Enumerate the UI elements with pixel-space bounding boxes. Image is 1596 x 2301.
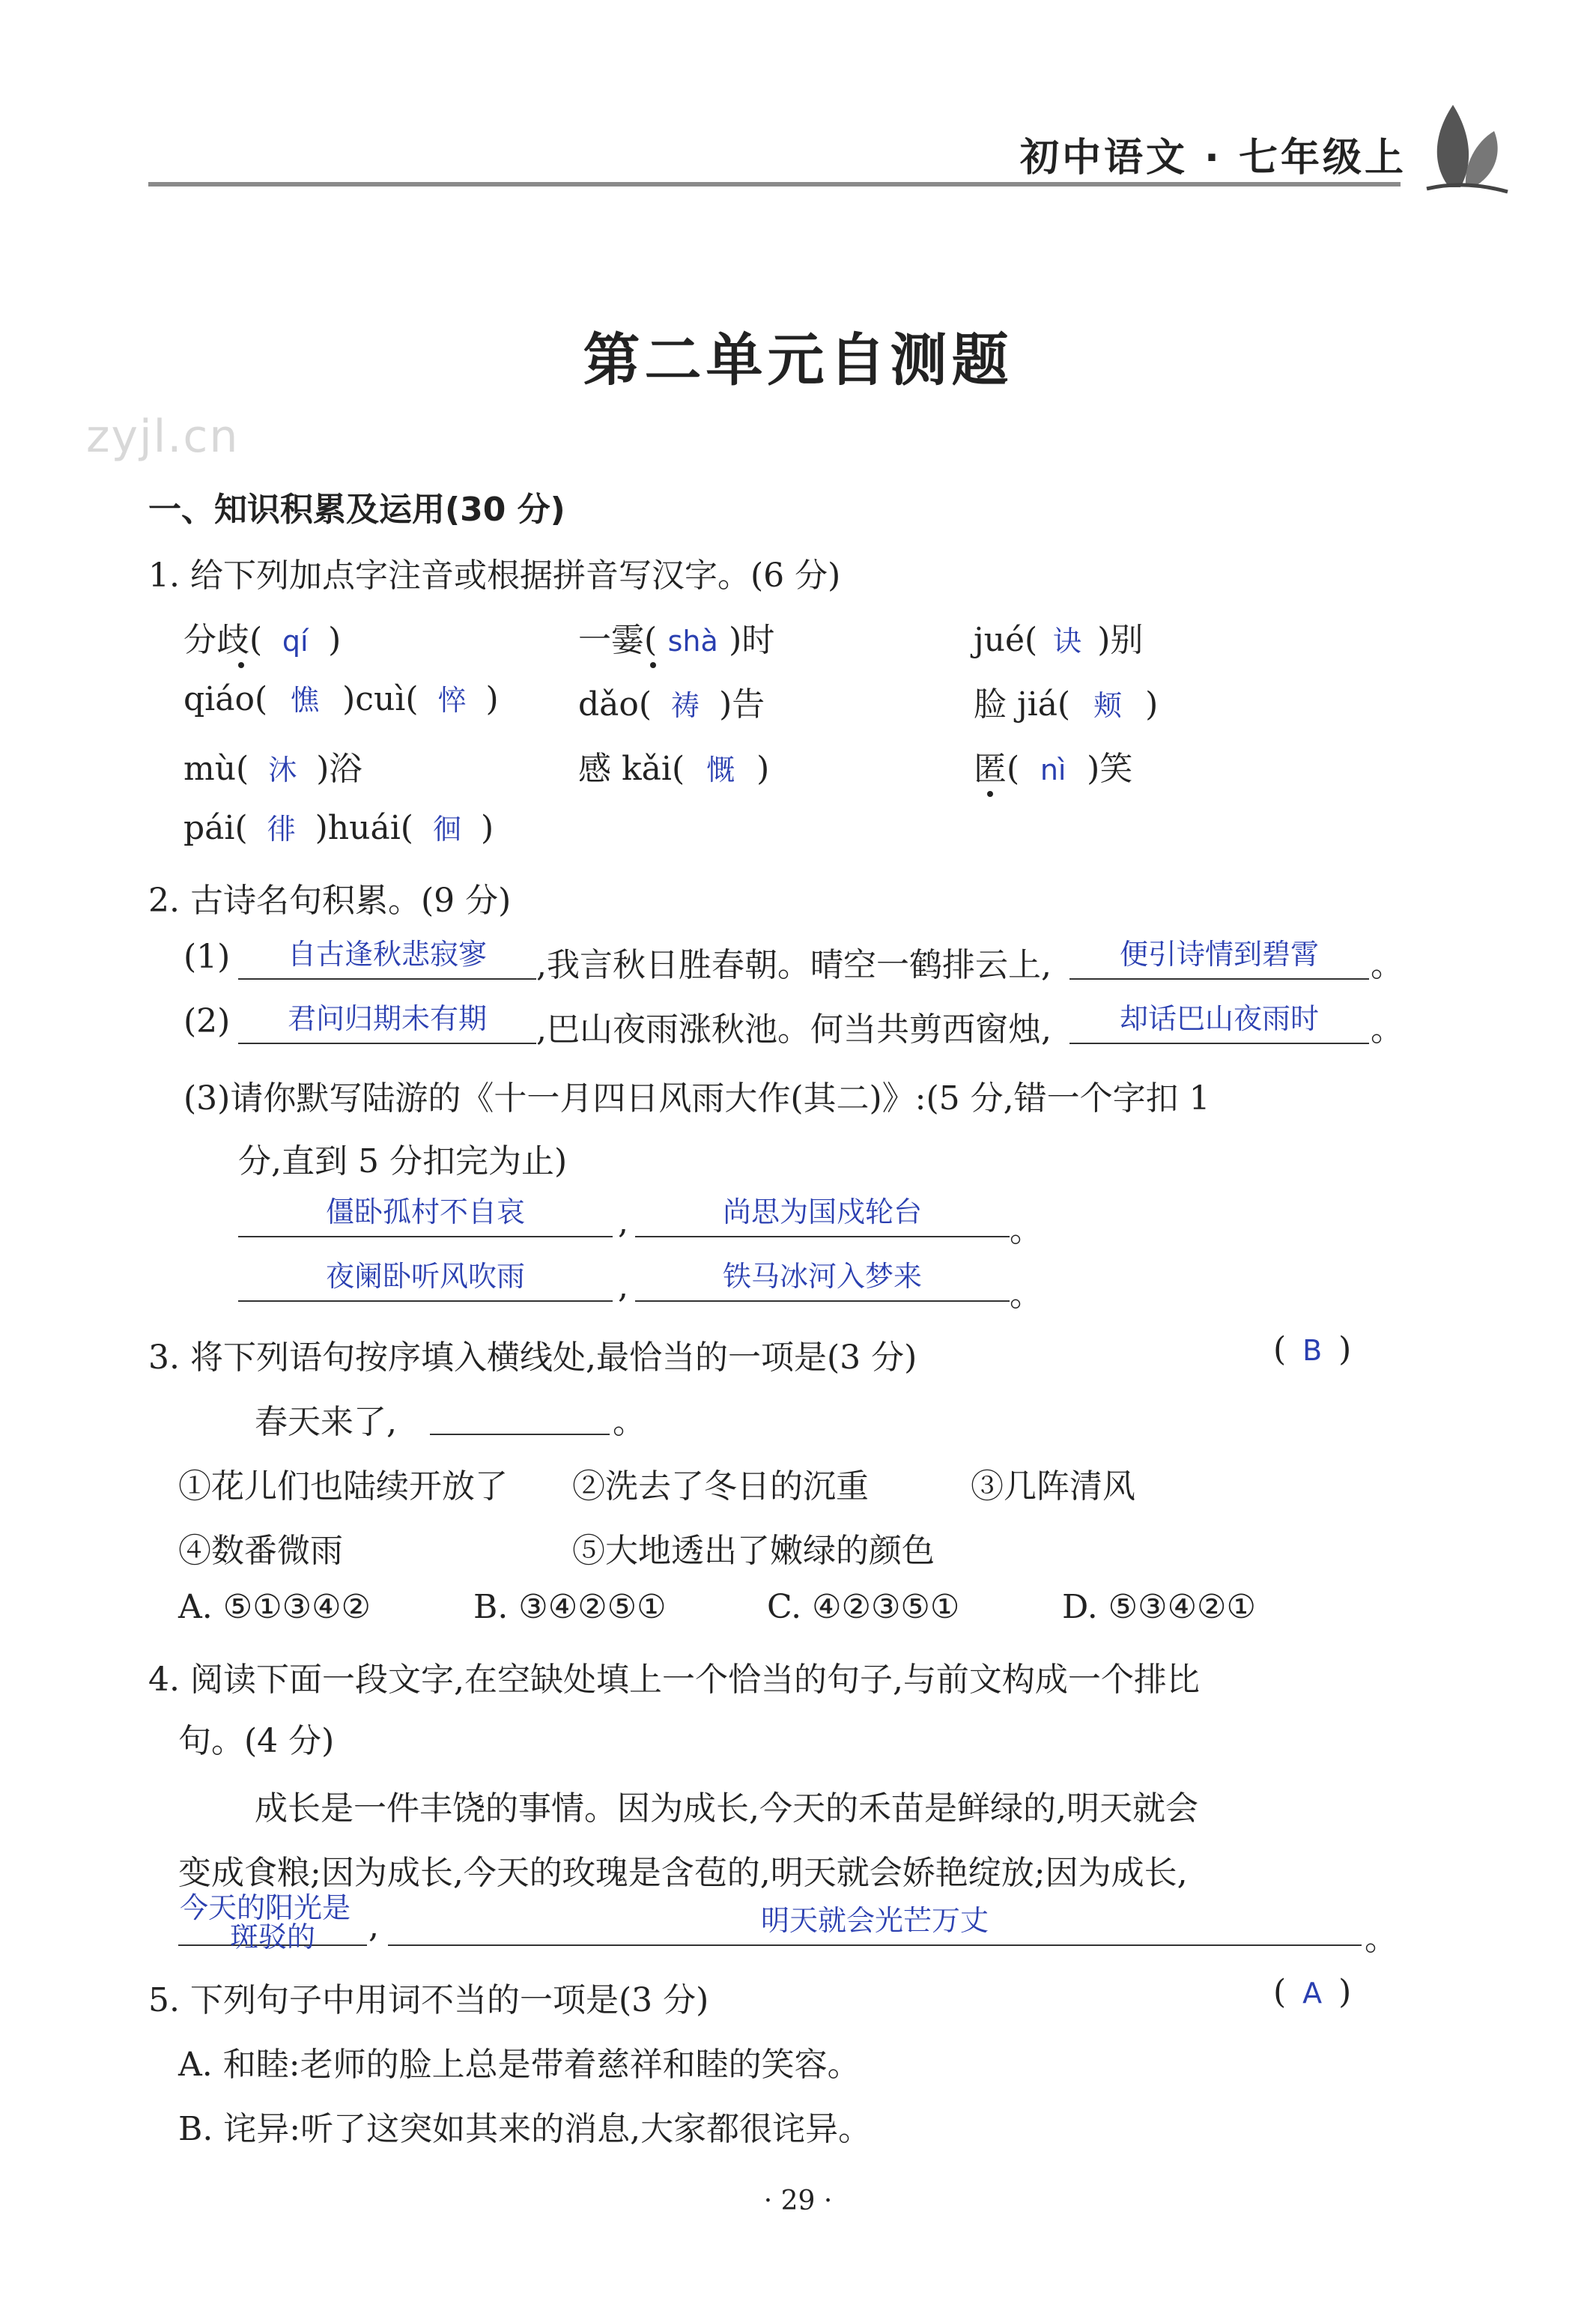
poem-end-1: 。 bbox=[1010, 1211, 1043, 1249]
q3-stem: 3. 将下列语句按序填入横线处,最恰当的一项是(3 分) bbox=[148, 1339, 917, 1377]
poem-answer-1: 僵卧孤村不自哀 bbox=[325, 1195, 525, 1228]
q3-choice-d: D. ⑤③④②① bbox=[1062, 1588, 1256, 1626]
q2-line1-text: ,我言秋日胜春朝。晴空一鹤排云上, bbox=[536, 946, 1052, 984]
q3-option-5: ⑤大地透出了嫩绿的颜色 bbox=[572, 1532, 935, 1570]
poem-blank-3 bbox=[238, 1258, 613, 1302]
q1-item-3: jué( 诀 )别 bbox=[974, 613, 1143, 661]
q2-line2-blank2 bbox=[1069, 1001, 1369, 1044]
q2-line2-text: ,巴山夜雨涨秋池。何当共剪西窗烛, bbox=[536, 1010, 1052, 1049]
q1-item-8: mù( 沐 )浴 bbox=[183, 742, 362, 789]
q4-blank-1 bbox=[178, 1903, 367, 1953]
q1-item-7: 脸 jiá( 颊 ) bbox=[974, 677, 1158, 725]
q1-answer-1: qí bbox=[282, 625, 309, 658]
q1-answer-2: shà bbox=[667, 625, 718, 658]
q5-answer-paren: ( A ) bbox=[1273, 1973, 1352, 2011]
q1-answer-7: 颊 bbox=[1093, 689, 1123, 722]
q2-stem: 2. 古诗名句积累。(9 分) bbox=[148, 882, 512, 920]
q5-choice-b: B. 诧异:听了这突如其来的消息,大家都很诧异。 bbox=[178, 2110, 872, 2148]
poem-answer-3: 夜阑卧听风吹雨 bbox=[325, 1260, 525, 1293]
q3-choice-c: C. ④②③⑤① bbox=[767, 1588, 960, 1626]
q4-end: 。 bbox=[1365, 1920, 1398, 1958]
q1-item-9: 感 kǎi( 慨 ) bbox=[578, 742, 769, 789]
header-text: 初中语文 · 七年级上 bbox=[1020, 136, 1407, 181]
q3-choice-b: B. ③④②⑤① bbox=[473, 1588, 667, 1626]
q4-stem-1: 4. 阅读下面一段文字,在空缺处填上一个恰当的句子,与前文构成一个排比 bbox=[148, 1661, 1200, 1699]
poem-blank-4 bbox=[635, 1258, 1010, 1302]
q4-answer-1b: 斑驳的 bbox=[229, 1920, 315, 1953]
q4-answer-1a: 今天的阳光是 bbox=[180, 1891, 351, 1924]
q1-answer-6: 祷 bbox=[671, 689, 700, 722]
q2-line1-answer1: 自古逢秋悲寂寥 bbox=[287, 938, 487, 971]
poem-answer-4: 铁马冰河入梦来 bbox=[722, 1260, 922, 1293]
emphasis-dot bbox=[650, 662, 656, 668]
q2-line1-end: 。 bbox=[1371, 946, 1404, 984]
q4-passage-2: 变成食粮;因为成长,今天的玫瑰是含苞的,明天就会娇艳绽放;因为成长, bbox=[178, 1854, 1188, 1892]
q1-answer-4: 憔 bbox=[291, 684, 320, 717]
q5-choice-a: A. 和睦:老师的脸上总是带着慈祥和睦的笑容。 bbox=[178, 2046, 861, 2084]
q3-option-1: ①花儿们也陆续开放了 bbox=[178, 1467, 508, 1506]
q4-stem-2: 句。(4 分) bbox=[178, 1722, 335, 1760]
q2-line1-blank2 bbox=[1069, 936, 1369, 980]
q1-stem: 1. 给下列加点字注音或根据拼音写汉字。(6 分) bbox=[148, 557, 841, 595]
q3-option-4: ④数番微雨 bbox=[178, 1532, 343, 1570]
q3-lead-end: 。 bbox=[613, 1403, 646, 1441]
page-title: 第二单元自测题 bbox=[583, 327, 1013, 393]
q3-option-2: ②洗去了冬日的沉重 bbox=[572, 1467, 869, 1506]
q4-passage-1: 成长是一件丰饶的事情。因为成长,今天的禾苗是鲜绿的,明天就会 bbox=[255, 1789, 1198, 1828]
q3-answer: B bbox=[1302, 1334, 1323, 1367]
emphasis-dot bbox=[238, 662, 244, 668]
q1-answer-12: 徊 bbox=[432, 813, 461, 846]
q2-line1-blank1 bbox=[238, 936, 536, 980]
q3-answer-paren: ( B ) bbox=[1273, 1330, 1352, 1368]
poem-comma-2: , bbox=[618, 1267, 628, 1306]
q2-line1-label: (1) bbox=[183, 938, 231, 976]
q1-item-11: pái( 徘 )huái( 徊 ) bbox=[183, 806, 494, 847]
q2-line1-answer2: 便引诗情到碧霄 bbox=[1119, 938, 1319, 971]
q3-blank bbox=[430, 1396, 610, 1435]
q2-line2-end: 。 bbox=[1371, 1010, 1404, 1049]
poem-end-2: 。 bbox=[1010, 1276, 1043, 1314]
q4-answer-2: 明天就会光芒万丈 bbox=[760, 1904, 989, 1937]
tree-logo-icon bbox=[1419, 97, 1509, 195]
q4-comma: , bbox=[368, 1907, 379, 1945]
watermark: zyjl.cn bbox=[86, 410, 240, 463]
q1-item-10: 匿( nì )笑 bbox=[974, 750, 1133, 788]
section-heading: 一、知识积累及运用(30 分) bbox=[148, 491, 565, 529]
q2-line2-label: (2) bbox=[183, 1002, 231, 1040]
q1-item-2: 一霎( shà )时 bbox=[578, 621, 775, 659]
q2-line3a: (3)请你默写陆游的《十一月四日风雨大作(其二)》:(5 分,错一个字扣 1 bbox=[183, 1079, 1210, 1118]
q2-line2-answer2: 却话巴山夜雨时 bbox=[1119, 1002, 1319, 1035]
poem-blank-2 bbox=[635, 1194, 1010, 1237]
q1-item-4: qiáo( 憔 )cuì( 悴 ) bbox=[183, 677, 499, 718]
poem-blank-1 bbox=[238, 1194, 613, 1237]
q2-line3b: 分,直到 5 分扣完为止) bbox=[238, 1142, 568, 1180]
emphasis-dot bbox=[987, 791, 993, 797]
q1-item-6: dǎo( 祷 )告 bbox=[578, 677, 765, 725]
q1-answer-9: 慨 bbox=[706, 754, 735, 786]
q1-answer-10: nì bbox=[1040, 754, 1066, 786]
header-rule bbox=[148, 182, 1401, 187]
q3-option-3: ③几阵清风 bbox=[971, 1467, 1135, 1506]
q1-item-1: 分歧( qí ) bbox=[183, 621, 342, 659]
q1-answer-3: 诀 bbox=[1053, 625, 1082, 658]
q4-blank-2 bbox=[388, 1903, 1362, 1946]
q5-stem: 5. 下列句子中用词不当的一项是(3 分) bbox=[148, 1981, 709, 2019]
q2-line2-answer1: 君问归期未有期 bbox=[287, 1002, 487, 1035]
q2-line2-blank1 bbox=[238, 1001, 536, 1044]
page-number: · 29 · bbox=[763, 2186, 833, 2216]
q1-answer-8: 沐 bbox=[268, 754, 297, 786]
q3-choice-a: A. ⑤①③④② bbox=[178, 1588, 371, 1626]
q5-answer: A bbox=[1302, 1977, 1323, 2010]
q1-answer-5: 悴 bbox=[437, 684, 467, 717]
poem-answer-2: 尚思为国戍轮台 bbox=[722, 1195, 922, 1228]
q1-answer-11: 徘 bbox=[267, 813, 296, 846]
poem-comma-1: , bbox=[618, 1203, 628, 1241]
q3-lead: 春天来了, bbox=[255, 1403, 397, 1441]
